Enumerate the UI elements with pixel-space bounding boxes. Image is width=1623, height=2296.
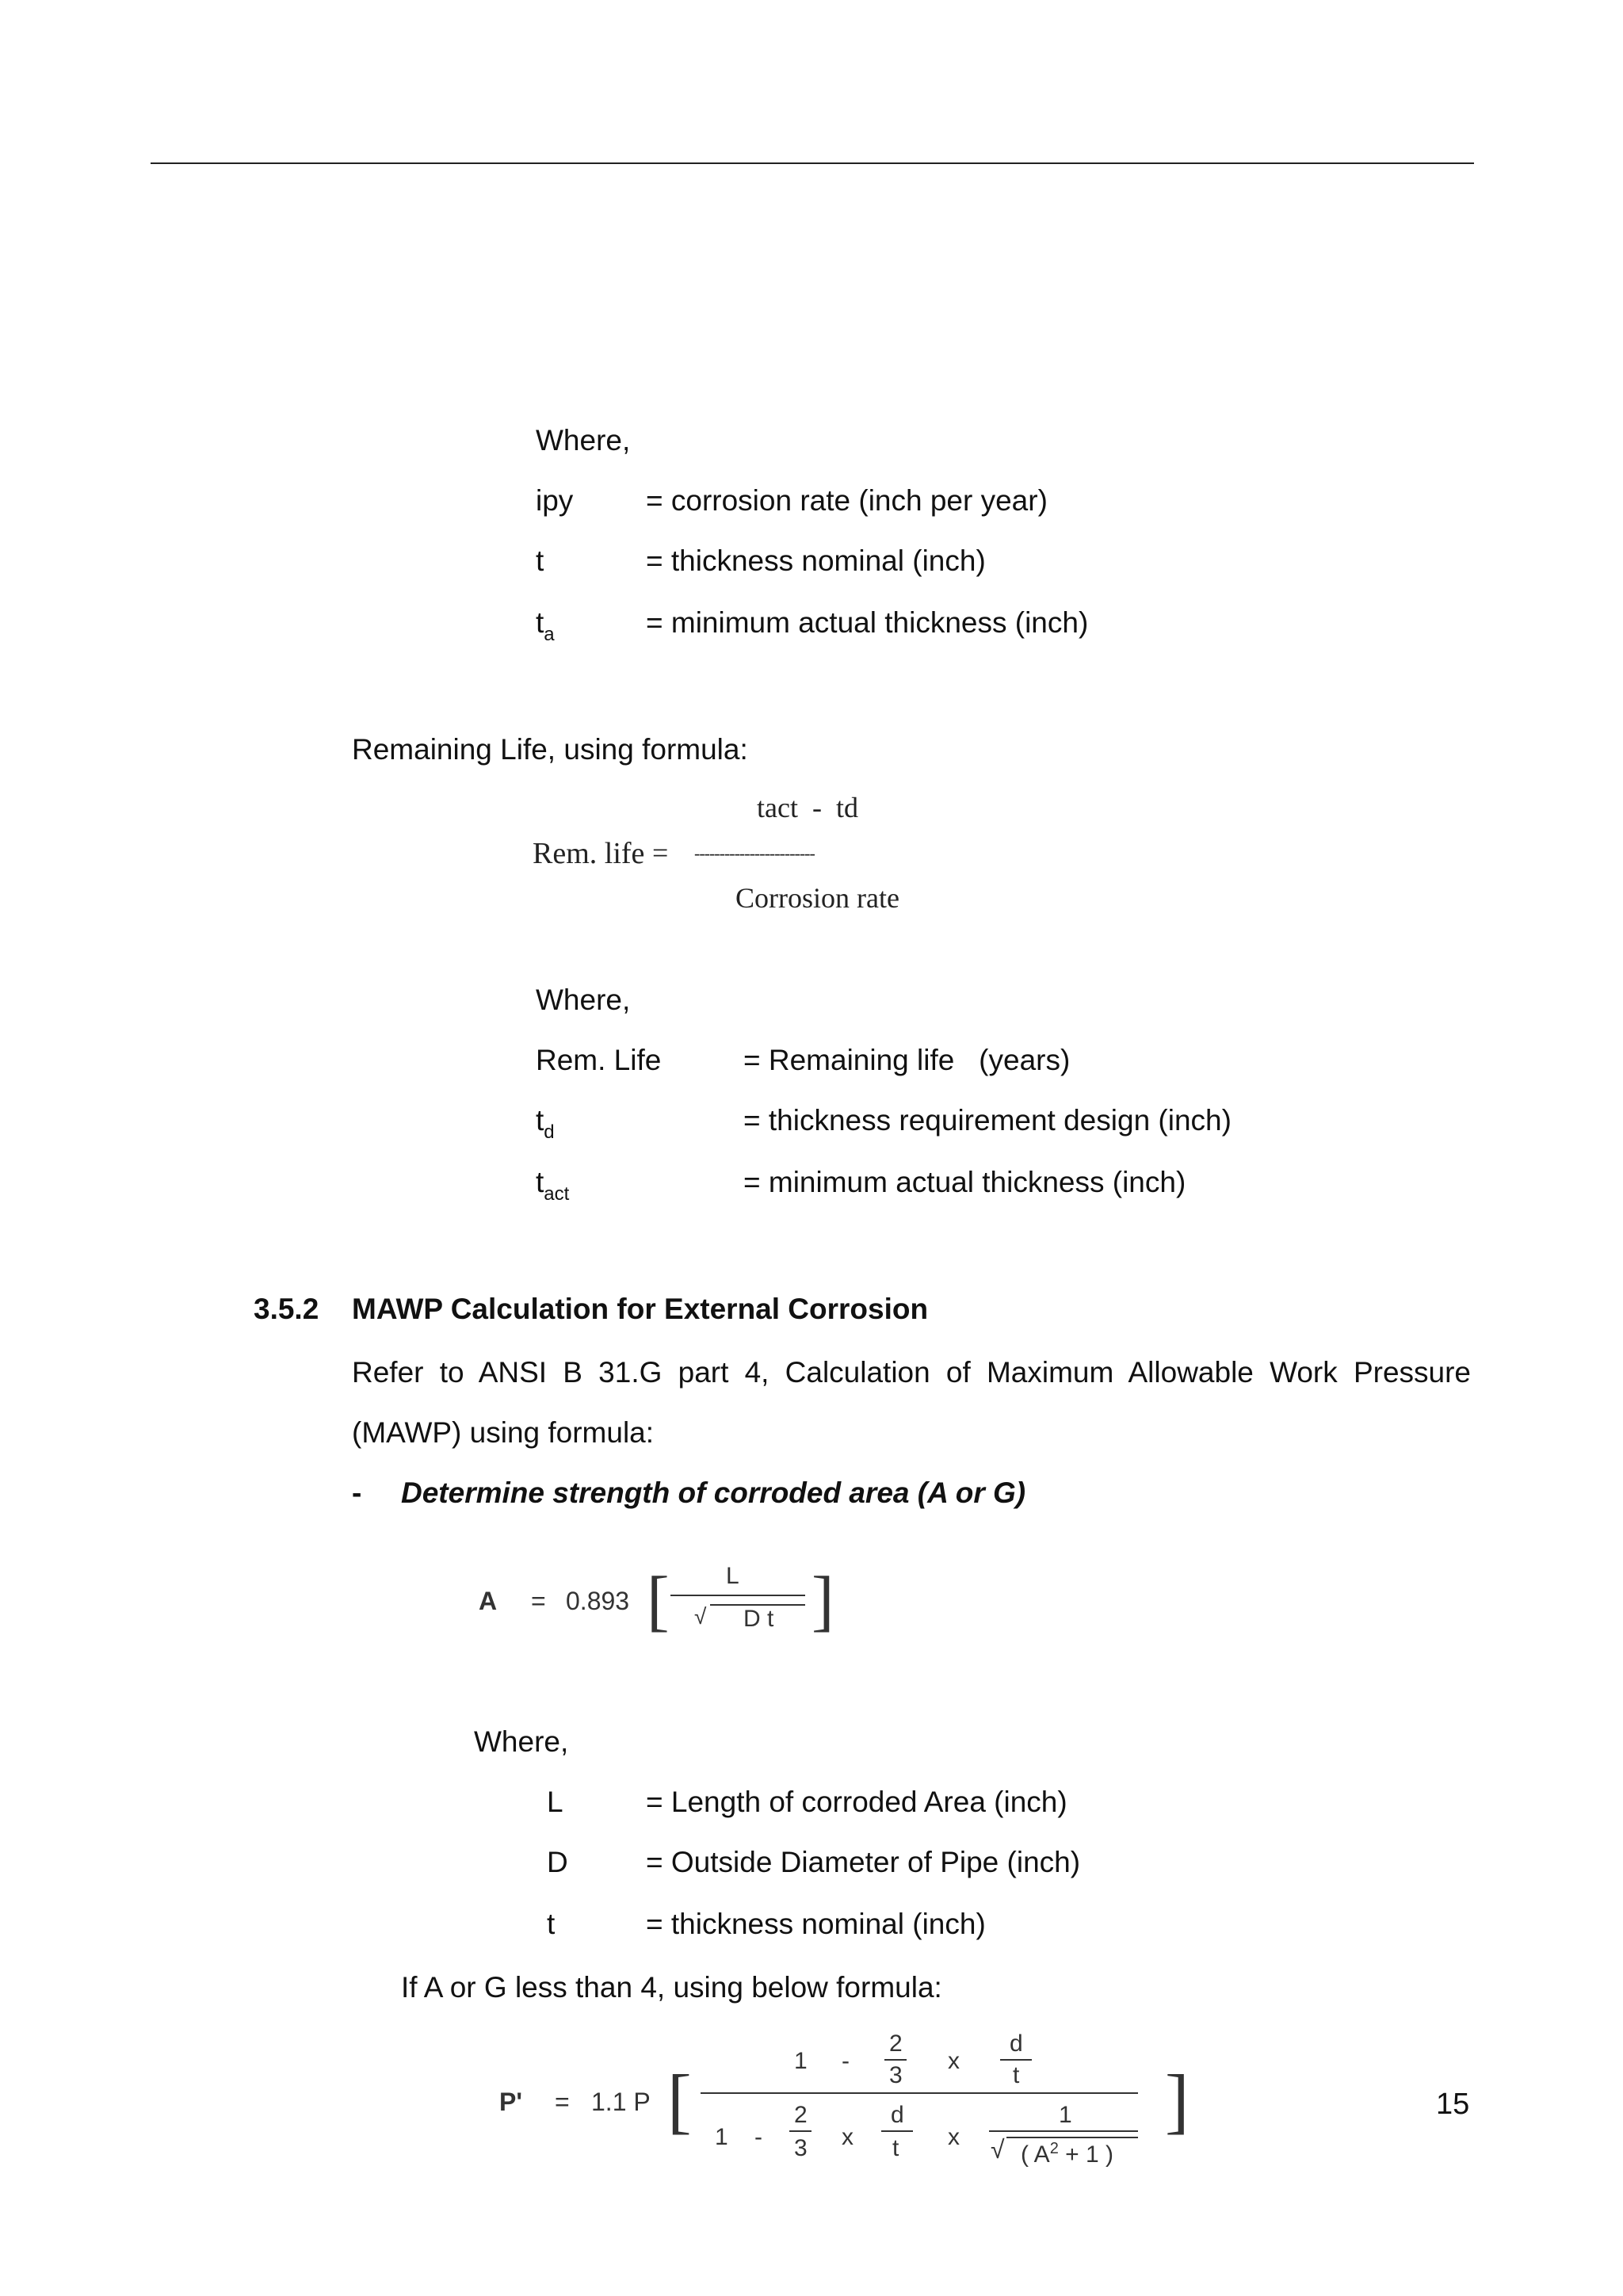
formula-p-eq: = xyxy=(555,2088,570,2116)
subscript: a xyxy=(544,624,555,645)
header-rule xyxy=(151,162,1474,164)
formula-p-open-bracket: [ xyxy=(667,2060,692,2141)
where3-sym-D: D xyxy=(547,1846,568,1878)
where2-def-remlife: = Remaining life (years) xyxy=(743,1044,1071,1076)
where1-def-ta: = minimum actual thickness (inch) xyxy=(646,606,1089,639)
where3-def-t: = thickness nominal (inch) xyxy=(646,1908,986,1940)
p-den-times-2: x xyxy=(948,2124,960,2150)
where1-def-t: = thickness nominal (inch) xyxy=(646,544,986,577)
formula-p-coef: 1.1 P xyxy=(591,2088,651,2116)
bullet-text: Determine strength of corroded area (A or G) xyxy=(401,1477,1026,1509)
p-den-sqrt: √ xyxy=(991,2135,1005,2164)
p-num-one: 1 xyxy=(794,2048,808,2074)
p-num-three: 3 xyxy=(889,2062,903,2088)
where2-sym-remlife: Rem. Life xyxy=(536,1044,662,1076)
formula-a-sqrt: √ xyxy=(694,1604,707,1629)
p-den-d: d xyxy=(891,2102,904,2128)
p-num-d: d xyxy=(1010,2030,1023,2057)
where3-sym-t: t xyxy=(547,1908,556,1940)
formula-a-lhs: A xyxy=(479,1587,498,1615)
where3-sym-L: L xyxy=(547,1786,563,1818)
where-label-3: Where, xyxy=(474,1725,569,1758)
p-den-two: 2 xyxy=(794,2102,808,2128)
p-num-t: t xyxy=(1013,2062,1020,2088)
p-den-sqrt-content: ( $A^2 + 1$ ) xyxy=(1021,2140,1114,2168)
where1-sym-ipy: ipy xyxy=(536,484,574,517)
rem-life-denominator: Corrosion rate xyxy=(735,882,899,914)
formula-a-numerator: L xyxy=(726,1563,739,1589)
section-paragraph-line2: (MAWP) using formula: xyxy=(352,1416,655,1449)
where2-sym-tact: $t_{act}$ xyxy=(536,1166,570,1205)
formula-a-eq: = xyxy=(531,1587,546,1615)
section-paragraph-line1: Refer to ANSI B 31.G part 4, Calculation of Maximum Allowable Work Pressure xyxy=(352,1356,1471,1389)
bullet-dash: - xyxy=(352,1477,362,1509)
rem-life-dashes: ------------------------ xyxy=(694,843,815,863)
rem-life-eq: = xyxy=(652,837,669,869)
p-num-dt-line xyxy=(1000,2059,1032,2061)
section-title: MAWP Calculation for External Corrosion xyxy=(352,1293,929,1325)
where-label-1: Where, xyxy=(536,424,631,457)
where2-def-td: = thickness requirement design (inch) xyxy=(743,1104,1232,1137)
p-den-times-1: x xyxy=(842,2124,854,2150)
p-den-minus: - xyxy=(754,2124,762,2150)
formula-p-main-fraction-line xyxy=(701,2092,1138,2094)
p-den-23-line xyxy=(789,2130,812,2132)
section-number: 3.5.2 xyxy=(254,1293,319,1325)
where1-def-ipy: = corrosion rate (inch per year) xyxy=(646,484,1048,517)
remaining-life-intro: Remaining Life, using formula: xyxy=(352,733,748,766)
formula-p-close-bracket: ] xyxy=(1165,2060,1190,2141)
formula-p-lhs: P' xyxy=(499,2088,522,2116)
p-den-sup: 2 xyxy=(1049,2140,1059,2157)
where2-def-tact: = minimum actual thickness (inch) xyxy=(743,1166,1186,1198)
p-num-minus: - xyxy=(842,2048,850,2074)
p-den-sqrt-bar xyxy=(1006,2137,1138,2138)
p-den-inner-line xyxy=(989,2130,1138,2132)
rem-life-lhs: Rem. life xyxy=(533,837,645,870)
subscript: d xyxy=(544,1121,555,1143)
where3-def-L: = Length of corroded Area (inch) xyxy=(646,1786,1067,1818)
p-den-inner-one: 1 xyxy=(1059,2102,1072,2128)
where1-sym-ta: $t_a$ xyxy=(536,606,555,645)
p-num-23-line xyxy=(884,2059,907,2061)
formula-a-coef: 0.893 xyxy=(566,1587,630,1615)
p-den-t: t xyxy=(892,2135,899,2161)
p-den-one: 1 xyxy=(715,2124,728,2150)
subscript: act xyxy=(544,1183,570,1205)
where-label-2: Where, xyxy=(536,984,631,1016)
if-a-or-g-text: If A or G less than 4, using below formula: xyxy=(401,1971,942,2004)
formula-a-denominator: D t xyxy=(743,1606,774,1632)
p-num-two: 2 xyxy=(889,2030,903,2057)
formula-a-open-bracket: [ xyxy=(647,1562,670,1638)
p-den-dt-line xyxy=(881,2130,913,2132)
p-num-times: x xyxy=(948,2048,960,2074)
rem-life-numerator: tact - td xyxy=(757,792,858,823)
where1-sym-t: t xyxy=(536,544,544,577)
where3-def-D: = Outside Diameter of Pipe (inch) xyxy=(646,1846,1081,1878)
formula-a-close-bracket: ] xyxy=(812,1562,834,1638)
page-number: 15 xyxy=(1436,2088,1470,2121)
where2-sym-td: $t_d$ xyxy=(536,1104,555,1143)
formula-a-fraction-line xyxy=(670,1595,805,1596)
p-den-three: 3 xyxy=(794,2135,808,2161)
